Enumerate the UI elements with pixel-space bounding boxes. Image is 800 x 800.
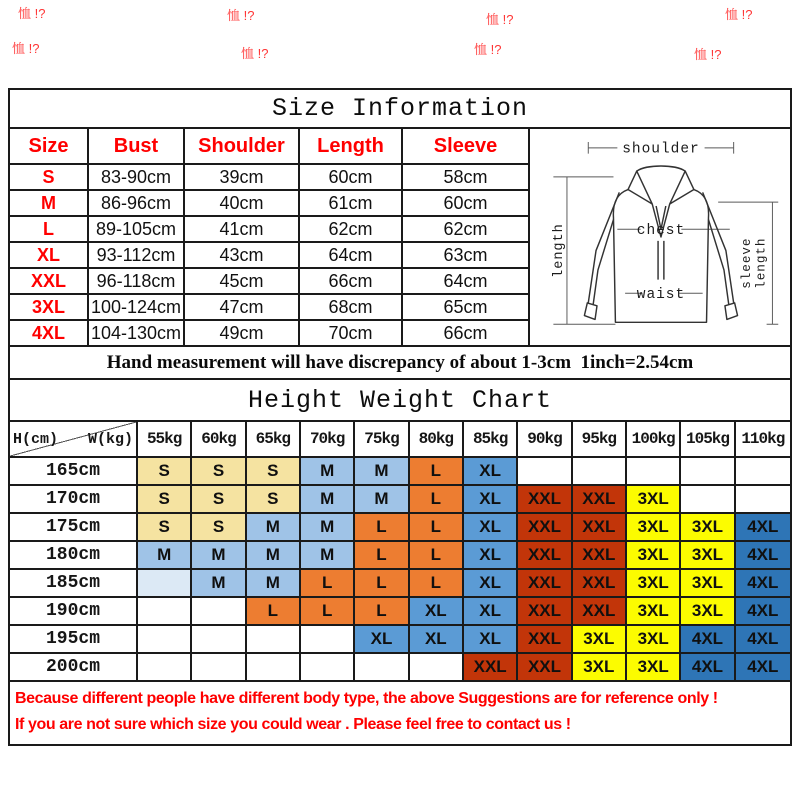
matrix-cell: [138, 570, 192, 598]
matrix-cell: 4XL: [681, 654, 735, 680]
size-info-section: [10, 129, 790, 347]
size-cell: 93-112cm: [89, 243, 185, 269]
size-cell: 83-90cm: [89, 165, 185, 191]
size-cell: 68cm: [300, 295, 403, 321]
matrix-cell: [247, 654, 301, 680]
size-cell: 41cm: [185, 217, 300, 243]
size-row-label: L: [10, 217, 89, 243]
size-cell: 49cm: [185, 321, 300, 345]
matrix-cell: L: [355, 598, 409, 626]
size-info-title: Size Information: [10, 90, 790, 129]
height-label: 185cm: [10, 570, 138, 598]
watermark-stamp: 恤 !?: [725, 7, 753, 22]
sleeve-length-label-1: sleeve: [740, 237, 755, 289]
weight-header: 65kg: [247, 422, 301, 458]
watermark-stamp: 恤 !?: [486, 12, 514, 27]
weight-header: 70kg: [301, 422, 355, 458]
size-cell: 65cm: [403, 295, 528, 321]
matrix-cell: S: [247, 458, 301, 486]
matrix-cell: XXL: [518, 598, 572, 626]
matrix-cell: L: [355, 542, 409, 570]
matrix-cell: 4XL: [736, 654, 790, 680]
matrix-cell: [138, 626, 192, 654]
matrix-cell: XL: [410, 626, 464, 654]
chest-label: chest: [636, 223, 686, 240]
size-cell: 61cm: [300, 191, 403, 217]
weight-header: 75kg: [355, 422, 409, 458]
matrix-cell: 4XL: [736, 542, 790, 570]
matrix-cell: S: [247, 486, 301, 514]
size-cell: 89-105cm: [89, 217, 185, 243]
matrix-cell: [301, 654, 355, 680]
size-cell: 70cm: [300, 321, 403, 345]
matrix-cell: M: [247, 514, 301, 542]
matrix-cell: [192, 654, 246, 680]
weight-header: 100kg: [627, 422, 681, 458]
matrix-cell: L: [301, 570, 355, 598]
size-cell: 40cm: [185, 191, 300, 217]
matrix-cell: L: [410, 570, 464, 598]
matrix-cell: 3XL: [627, 570, 681, 598]
matrix-cell: XXL: [518, 486, 572, 514]
matrix-cell: XXL: [518, 542, 572, 570]
size-row-label: S: [10, 165, 89, 191]
matrix-cell: XL: [464, 570, 518, 598]
shirt-figure: [534, 132, 786, 342]
matrix-cell: S: [138, 514, 192, 542]
matrix-cell: M: [138, 542, 192, 570]
matrix-cell: L: [301, 598, 355, 626]
size-cell: 62cm: [300, 217, 403, 243]
size-cell: 47cm: [185, 295, 300, 321]
disclaimer-line-2: If you are not sure which size you could wear . Please feel free to contact us !: [15, 716, 571, 733]
matrix-cell: XL: [464, 598, 518, 626]
size-cell: 104-130cm: [89, 321, 185, 345]
matrix-cell: [681, 486, 735, 514]
height-weight-title: Height Weight Chart: [10, 380, 790, 422]
sleeve-length-label-2: length: [754, 237, 769, 289]
matrix-cell: [247, 626, 301, 654]
matrix-cell: L: [247, 598, 301, 626]
weight-header: 105kg: [681, 422, 735, 458]
size-row-label: XL: [10, 243, 89, 269]
matrix-cell: M: [247, 570, 301, 598]
size-row-label: XXL: [10, 269, 89, 295]
matrix-cell: 3XL: [627, 542, 681, 570]
matrix-cell: 4XL: [681, 626, 735, 654]
matrix-cell: [681, 458, 735, 486]
size-cell: 39cm: [185, 165, 300, 191]
matrix-cell: 3XL: [681, 598, 735, 626]
matrix-cell: M: [301, 458, 355, 486]
matrix-cell: XL: [464, 626, 518, 654]
height-label: 195cm: [10, 626, 138, 654]
measurement-note: Hand measurement will have discrepancy of about 1-3cm 1inch=2.54cm: [10, 347, 790, 380]
matrix-cell: 3XL: [573, 654, 627, 680]
size-cell: 45cm: [185, 269, 300, 295]
matrix-cell: XXL: [573, 542, 627, 570]
size-column-header: Size: [10, 129, 89, 165]
matrix-cell: 3XL: [681, 570, 735, 598]
size-column-header: Bust: [89, 129, 185, 165]
size-column-header: Length: [300, 129, 403, 165]
height-label: 190cm: [10, 598, 138, 626]
size-cell: 66cm: [300, 269, 403, 295]
height-label: 165cm: [10, 458, 138, 486]
matrix-cell: XXL: [518, 570, 572, 598]
matrix-cell: XL: [464, 514, 518, 542]
matrix-cell: 3XL: [627, 654, 681, 680]
size-cell: 64cm: [300, 243, 403, 269]
matrix-cell: [627, 458, 681, 486]
watermark-stamp: 恤 !?: [12, 41, 40, 56]
matrix-cell: [192, 626, 246, 654]
matrix-cell: M: [301, 514, 355, 542]
matrix-cell: XXL: [573, 598, 627, 626]
matrix-cell: [301, 626, 355, 654]
size-column-header: Sleeve: [403, 129, 528, 165]
matrix-cell: L: [410, 486, 464, 514]
matrix-cell: M: [355, 486, 409, 514]
watermark-stamp: 恤 !?: [474, 42, 502, 57]
matrix-cell: [518, 458, 572, 486]
matrix-cell: XXL: [518, 654, 572, 680]
matrix-cell: 4XL: [736, 626, 790, 654]
height-label: 180cm: [10, 542, 138, 570]
size-cell: 60cm: [300, 165, 403, 191]
size-cell: 64cm: [403, 269, 528, 295]
height-label: 200cm: [10, 654, 138, 680]
matrix-cell: XXL: [573, 486, 627, 514]
weight-header: 110kg: [736, 422, 790, 458]
matrix-cell: 4XL: [736, 570, 790, 598]
size-table: [10, 129, 530, 345]
waist-label: waist: [636, 287, 686, 304]
watermark-stamp: 恤 !?: [18, 6, 46, 21]
size-column-header: Shoulder: [185, 129, 300, 165]
matrix-cell: 3XL: [573, 626, 627, 654]
axis-corner-cell: [10, 422, 138, 458]
matrix-cell: S: [138, 486, 192, 514]
size-cell: 66cm: [443, 322, 488, 343]
matrix-cell: 3XL: [627, 626, 681, 654]
matrix-cell: 3XL: [681, 514, 735, 542]
shirt-diagram: [530, 129, 790, 345]
height-axis-label: H(cm): [13, 430, 59, 448]
size-cell: 100-124cm: [89, 295, 185, 321]
size-cell: 43cm: [185, 243, 300, 269]
matrix-cell: [410, 654, 464, 680]
matrix-cell: 4XL: [736, 514, 790, 542]
matrix-cell: M: [247, 542, 301, 570]
matrix-cell: XXL: [573, 570, 627, 598]
matrix-cell: XL: [464, 542, 518, 570]
length-label: length: [552, 223, 568, 278]
matrix-cell: S: [138, 458, 192, 486]
matrix-cell: S: [192, 514, 246, 542]
watermark-stamp: 恤 !?: [694, 47, 722, 62]
size-cell: 60cm: [403, 191, 528, 217]
size-row-label: 3XL: [10, 295, 89, 321]
matrix-cell: [736, 486, 790, 514]
matrix-cell: [355, 654, 409, 680]
matrix-cell: XXL: [464, 654, 518, 680]
matrix-cell: XXL: [573, 514, 627, 542]
matrix-cell: M: [355, 458, 409, 486]
matrix-cell: [138, 654, 192, 680]
watermark-stamp: 恤 !?: [227, 8, 255, 23]
matrix-cell: XL: [464, 486, 518, 514]
matrix-cell: 3XL: [681, 542, 735, 570]
size-cell: 58cm: [403, 165, 528, 191]
matrix-cell: [138, 598, 192, 626]
size-cell: 63cm: [403, 243, 528, 269]
weight-header: 80kg: [410, 422, 464, 458]
disclaimer: [10, 680, 790, 744]
size-cell: 86-96cm: [89, 191, 185, 217]
weight-header: 95kg: [573, 422, 627, 458]
matrix-cell: 3XL: [627, 486, 681, 514]
matrix-cell: M: [301, 486, 355, 514]
size-row-label: M: [10, 191, 89, 217]
matrix-cell: L: [355, 570, 409, 598]
height-weight-grid: [10, 422, 790, 680]
weight-axis-label: W(kg): [87, 430, 133, 448]
matrix-cell: S: [192, 486, 246, 514]
matrix-cell: XXL: [518, 514, 572, 542]
matrix-cell: M: [301, 542, 355, 570]
matrix-cell: L: [355, 514, 409, 542]
height-label: 175cm: [10, 514, 138, 542]
weight-header: 60kg: [192, 422, 246, 458]
matrix-cell: M: [192, 570, 246, 598]
watermark-stamp: 恤 !?: [241, 46, 269, 61]
matrix-cell: [736, 458, 790, 486]
matrix-cell: XL: [355, 626, 409, 654]
matrix-cell: M: [192, 542, 246, 570]
weight-header: 85kg: [464, 422, 518, 458]
size-cell: 96-118cm: [89, 269, 185, 295]
matrix-cell: [192, 598, 246, 626]
size-row-label: 4XL: [10, 321, 89, 345]
matrix-cell: 3XL: [627, 598, 681, 626]
matrix-cell: XXL: [518, 626, 572, 654]
matrix-cell: L: [410, 458, 464, 486]
matrix-cell: 4XL: [736, 598, 790, 626]
matrix-cell: XL: [464, 458, 518, 486]
disclaimer-line-1: Because different people have different body type, the above Suggestions are for reference only !: [15, 690, 718, 707]
size-cell: 62cm: [403, 217, 528, 243]
matrix-cell: 3XL: [627, 514, 681, 542]
matrix-cell: [573, 458, 627, 486]
weight-header: 90kg: [518, 422, 572, 458]
matrix-cell: S: [192, 458, 246, 486]
matrix-cell: XL: [410, 598, 464, 626]
size-chart-sheet: [8, 88, 792, 746]
height-label: 170cm: [10, 486, 138, 514]
matrix-cell: L: [410, 542, 464, 570]
shoulder-label: shoulder: [622, 141, 700, 158]
weight-header: 55kg: [138, 422, 192, 458]
matrix-cell: L: [410, 514, 464, 542]
